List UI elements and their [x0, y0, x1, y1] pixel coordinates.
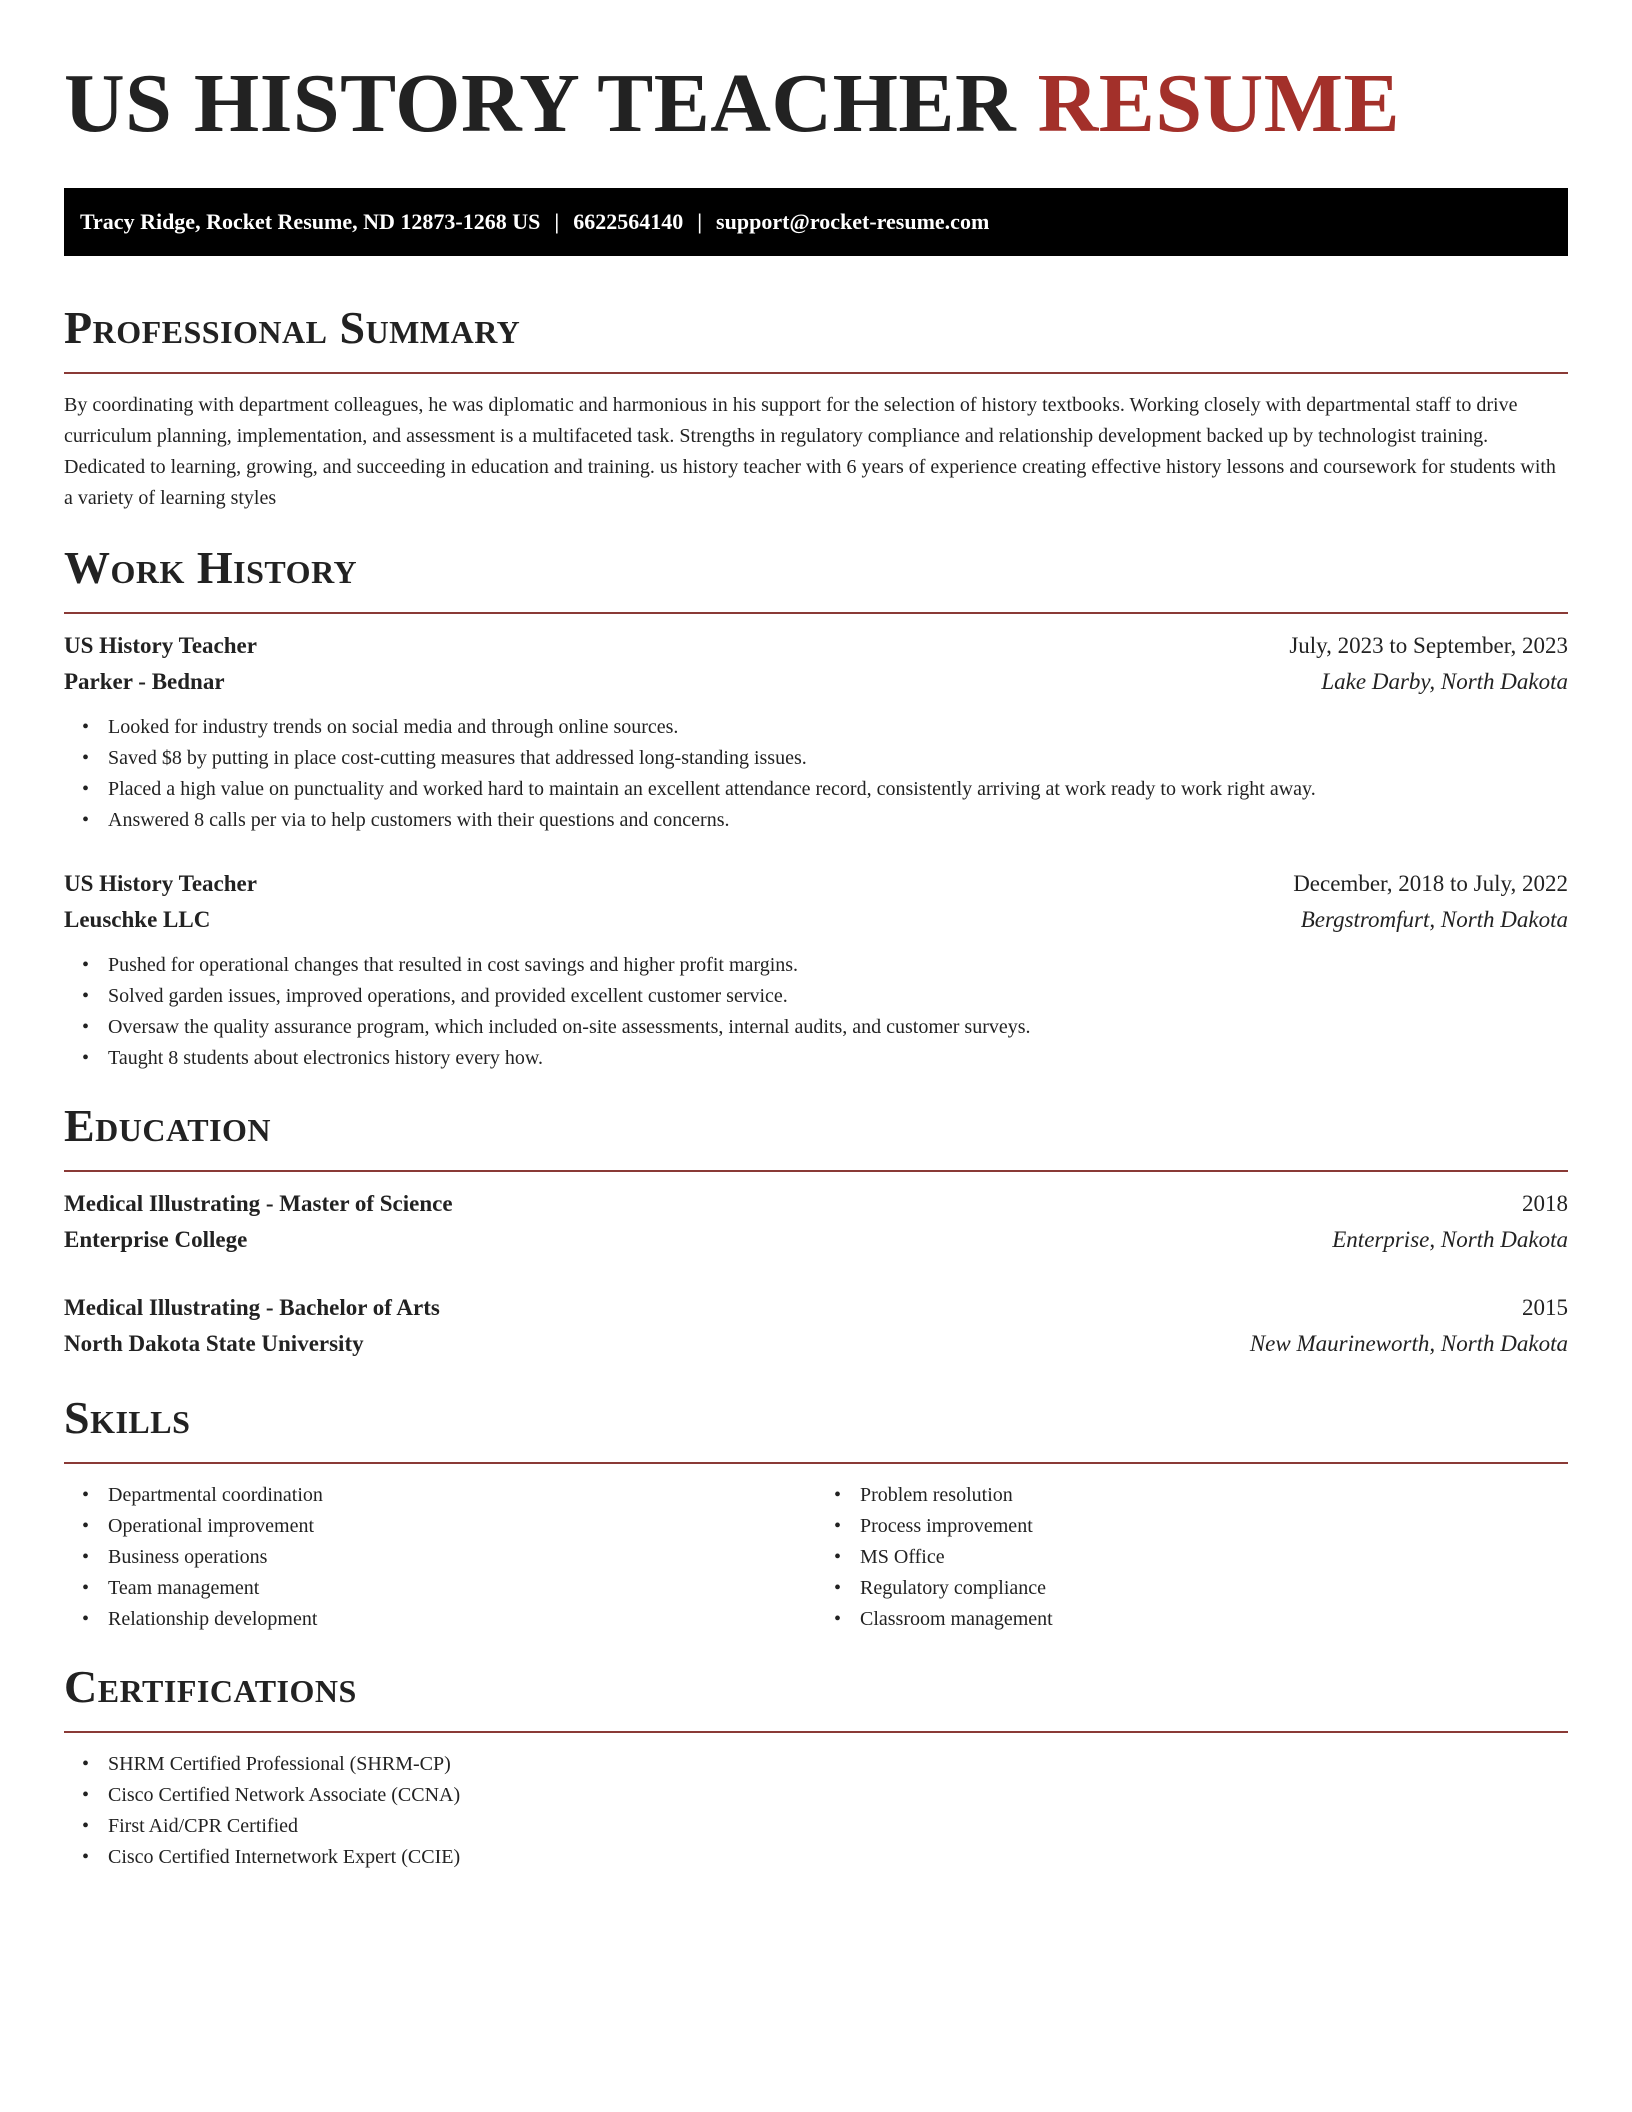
summary-text: By coordinating with department colleagues, he was diplomatic and harmonious in his support for the selection of history textbooks. Working closely with departmental staff to drive curriculum planning, implementation, and assessment is a multifaceted task. Strengths in regulatory compliance and relationship development backed up by technologist training. Dedicated to learning, growing, and succeeding in education and training. us history teacher with 6 years of experience creating effective history lessons and coursework for students with a variety of learning styles	[64, 394, 1556, 509]
job-bullet: • Solved garden issues, improved operations, and provided excellent customer service.	[108, 981, 1568, 1012]
contact-address: Tracy Ridge, Rocket Resume, ND 12873-1268 US	[80, 209, 541, 234]
education-header-row	[64, 1290, 1568, 1326]
education-school-row	[64, 1326, 1568, 1362]
education-school: North Dakota State University	[64, 1331, 364, 1356]
job-location: Lake Darby, North Dakota	[1321, 669, 1568, 694]
job-company-row	[64, 664, 1568, 700]
job-title: US History Teacher	[64, 633, 257, 658]
work-section	[64, 542, 1568, 1074]
job-bullet: • Pushed for operational changes that resulted in cost savings and higher profit margins.	[108, 950, 1568, 981]
job-bullet: • Answered 8 calls per via to help customers with their questions and concerns.	[108, 805, 1568, 836]
job-bullet: • Placed a high value on punctuality and worked hard to maintain an excellent attendance record, consistently arriving at work ready to work right away.	[108, 774, 1568, 805]
job-bullet: • Saved $8 by putting in place cost-cutting measures that addressed long-standing issues.	[108, 743, 1568, 774]
contact-separator: |	[697, 209, 703, 234]
education-header-row	[64, 1186, 1568, 1222]
education-year: 2015	[1522, 1295, 1568, 1320]
section-divider	[64, 1170, 1568, 1172]
job-dates: December, 2018 to July, 2022	[1293, 871, 1568, 896]
section-divider	[64, 1462, 1568, 1464]
skill-item: • Problem resolution	[860, 1480, 1568, 1511]
skills-column-left	[64, 1480, 816, 1635]
certification-item: • SHRM Certified Professional (SHRM-CP)	[108, 1749, 1568, 1780]
resume-title	[64, 56, 1568, 152]
skill-item: • Relationship development	[108, 1604, 816, 1635]
job-title: US History Teacher	[64, 871, 257, 896]
skill-item: • Process improvement	[860, 1511, 1568, 1542]
education-location: New Maurineworth, North Dakota	[1249, 1331, 1568, 1356]
skill-item: • Departmental coordination	[108, 1480, 816, 1511]
certifications-heading: Certifications	[64, 1661, 357, 1712]
work-heading: Work History	[64, 542, 358, 593]
contact-bar	[64, 188, 1568, 256]
job-bullet: • Looked for industry trends on social media and through online sources.	[108, 712, 1568, 743]
skill-item: • Operational improvement	[108, 1511, 816, 1542]
job-header-row	[64, 866, 1568, 902]
job-bullet: • Taught 8 students about electronics history every how.	[108, 1043, 1568, 1074]
job-entry	[64, 628, 1568, 836]
job-bullets	[64, 712, 1568, 836]
certification-item: • First Aid/CPR Certified	[108, 1811, 1568, 1842]
section-divider	[64, 612, 1568, 614]
certifications-section	[64, 1661, 1568, 1873]
skills-section	[64, 1392, 1568, 1635]
contact-email[interactable]: support@rocket-resume.com	[716, 209, 990, 234]
job-bullets	[64, 950, 1568, 1074]
education-location: Enterprise, North Dakota	[1332, 1227, 1568, 1252]
job-company-row	[64, 902, 1568, 938]
education-year: 2018	[1522, 1191, 1568, 1216]
title-main: US HISTORY TEACHER	[64, 57, 1017, 150]
certification-item: • Cisco Certified Internetwork Expert (CCIE)	[108, 1842, 1568, 1873]
section-divider	[64, 372, 1568, 374]
education-school-row	[64, 1222, 1568, 1258]
skill-item: • Classroom management	[860, 1604, 1568, 1635]
skill-item: • Regulatory compliance	[860, 1573, 1568, 1604]
skill-item: • MS Office	[860, 1542, 1568, 1573]
summary-section	[64, 302, 1568, 514]
contact-separator: |	[554, 209, 560, 234]
certification-item: • Cisco Certified Network Associate (CCNA)	[108, 1780, 1568, 1811]
summary-heading: Professional Summary	[64, 302, 521, 353]
skills-grid	[64, 1480, 1568, 1635]
job-dates: July, 2023 to September, 2023	[1289, 633, 1568, 658]
education-degree: Medical Illustrating - Bachelor of Arts	[64, 1295, 440, 1320]
job-company: Parker - Bednar	[64, 669, 225, 694]
education-entry	[64, 1290, 1568, 1362]
job-header-row	[64, 628, 1568, 664]
skills-heading: Skills	[64, 1392, 191, 1443]
skill-item: • Business operations	[108, 1542, 816, 1573]
job-bullet: • Oversaw the quality assurance program, which included on-site assessments, internal audits, and customer surveys.	[108, 1012, 1568, 1043]
contact-phone: 6622564140	[573, 209, 684, 234]
skills-column-right	[816, 1480, 1568, 1635]
certifications-list	[64, 1749, 1568, 1873]
skill-item: • Team management	[108, 1573, 816, 1604]
job-location: Bergstromfurt, North Dakota	[1300, 907, 1568, 932]
education-section	[64, 1100, 1568, 1362]
education-entry	[64, 1186, 1568, 1258]
section-divider	[64, 1731, 1568, 1733]
education-heading: Education	[64, 1100, 272, 1151]
title-accent: RESUME	[1037, 57, 1401, 150]
education-school: Enterprise College	[64, 1227, 248, 1252]
job-company: Leuschke LLC	[64, 907, 211, 932]
job-entry	[64, 866, 1568, 1074]
education-degree: Medical Illustrating - Master of Science	[64, 1191, 453, 1216]
